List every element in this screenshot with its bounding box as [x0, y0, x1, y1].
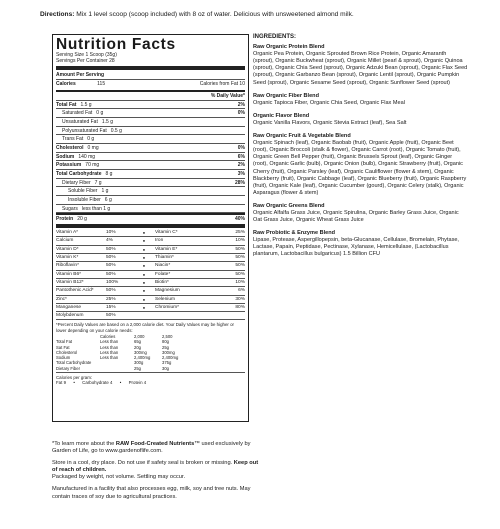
reference-cell: Less than [100, 339, 119, 345]
nutrient-amount: 6 g [104, 197, 112, 204]
blend-ingredients: Organic Spinach (leaf), Organic Baobab (fruit), Organic Apple (fruit), Organic Beet (root), Organic Broccoli (stalk & flower), Organic Carrot (root), Organic Tomato (fruit), Organic Green Bell Pepper (fruit), Organic Brussels Sprout (leaf), Organic Ginger (root), Organic Garlic (bulb), Organic Onion (bulb), Organic Strawberry (fruit), Organic Cherry (fruit), Organic Parsley (leaf), Organic Cauliflower (flower & stem), Organic Blackberry (fruit), Organic Cabbage (leaf), Organic Blueberry (fruit), Organic Raspberry (fruit), Organic Kale (leaf), Organic Cucumber (gourd), Organic Celery (stalk), Organic Asparagus (flower & stem) [253, 140, 467, 196]
nutrient-label: Dietary Fiber [62, 179, 91, 186]
vitamin-value: 10% [235, 279, 245, 285]
vitamin-row [56, 271, 245, 279]
nutrient-dv: 28% [234, 179, 245, 186]
nutrient-row [56, 135, 245, 144]
nutrient-dv: 0% [237, 144, 245, 151]
ingredients-heading: INGREDIENTS: [253, 34, 297, 40]
nutrient-label-group [56, 144, 99, 152]
molybdenum-row [56, 312, 245, 320]
vitamin-row [56, 254, 245, 262]
blend-title: Raw Organic Fiber Blend [253, 92, 319, 99]
vitamin-table [56, 229, 245, 312]
nutrient-label-group [68, 196, 112, 204]
nutrient-label-group [56, 170, 112, 178]
nutrient-row [56, 196, 245, 205]
nutrient-row [56, 153, 245, 162]
keep-away-text: Keep out of reach of children. [52, 460, 259, 474]
daily-value-footnote: *Percent Daily Values are based on a 2,000 calorie diet. Your Daily Values may be higher or lower depending on your calorie needs: [56, 322, 235, 333]
vitamin-row [56, 304, 245, 312]
reference-cell: Less than [100, 349, 119, 355]
nutrient-label-group [56, 101, 92, 109]
vitamin-name: Riboflavin* [56, 263, 79, 269]
vitamin-name: Iron [155, 238, 164, 244]
blend-ingredients: Organic Tapioca Fiber, Organic Chia Seed, Organic Flax Meal [253, 99, 405, 106]
vitamin-name: Vitamin D* [56, 246, 79, 252]
vitamin-name: Pantothenic Acid* [56, 288, 94, 294]
nutrient-label: Potassium [56, 162, 82, 169]
vitamin-name: Magnesium [155, 288, 180, 294]
nutrient-label: Saturated Fat [62, 110, 93, 117]
separator-dot: ● [142, 255, 146, 261]
separator-dot: ● [142, 304, 146, 310]
learn-bold: RAW Food-Created Nutrients [115, 441, 195, 447]
vitamin-value: 25% [106, 296, 116, 302]
reference-cell: Calories [100, 333, 116, 339]
separator-dot: ● [142, 230, 146, 236]
storage-text [52, 460, 262, 481]
nutrient-row [56, 187, 245, 196]
nutrient-label: Sodium [56, 153, 75, 160]
calories-per-gram [56, 375, 245, 385]
directions-text [40, 11, 480, 19]
vitamin-value: 6% [238, 288, 245, 294]
reference-cell: 2,400mg [162, 355, 179, 361]
nutrient-label: Total Fat [56, 101, 77, 108]
vitamin-value: 25% [235, 230, 245, 236]
separator-dot: ● [142, 263, 146, 269]
vitamin-value: 10% [235, 238, 245, 244]
reference-cell: 300g [134, 360, 144, 366]
calories-value: 115 [97, 80, 106, 87]
nutrient-label: Trans Fat [62, 136, 84, 143]
nutrient-amount: 70 mg [85, 162, 100, 169]
nutrient-dv: 2% [237, 101, 245, 108]
nutrient-dv: 0% [237, 110, 245, 117]
nutrient-amount: 0 g [96, 110, 104, 117]
vitamin-name: Folate* [155, 271, 171, 277]
blend-ingredients: Lipase, Protease, Aspergillopepsin, beta-Glucanase, Cellulase, Bromelain, Phytase, Lactase, Papain, Peptidase, Pectinase, Xylanase, Hemicellulase, (Lactobacillus plantarum, Lactobacillus bulgaricus) 1.5 Billion CFU [253, 237, 459, 258]
reference-cell: 300mg [162, 349, 175, 355]
reference-cell: 25g [134, 365, 141, 371]
vitamin-name: Manganese [56, 304, 82, 310]
nutrient-row [56, 170, 245, 179]
molybdenum-label: Molybdenum [56, 313, 84, 319]
blend-ingredients: Organic Pea Protein, Organic Sprouted Brown Rice Protein, Organic Amaranth (sprout), Organic Buckwheat (sprout), Organic Millet (pearl & sprout), Organic Quinoa (sprout), Organic Chia Seed (sprout), Organic Adzuki Bean (sprout), Organic Flax Seed (sprout), Organic Garbanzo Bean (sprout), Organic Lentil (sprout), Organic Pumpkin Seed (sprout), Organic Sesame Seed (sprout), Organic Sunflower Seed (sprout) [253, 51, 468, 86]
vitamin-value: 10% [106, 230, 116, 236]
vitamin-name: Selenium [155, 296, 175, 302]
nutrient-amount: 0.5 g [110, 127, 122, 134]
nutrient-dv: 6% [237, 153, 245, 160]
nutrient-label-group [62, 127, 122, 135]
nutrition-facts-panel [52, 34, 249, 422]
ingredient-blends [253, 44, 468, 258]
nutrient-label-group [56, 161, 99, 169]
vitamin-name: Vitamin K* [56, 255, 79, 261]
reference-cell: Less than [100, 344, 119, 350]
reference-cell: 25g [162, 344, 169, 350]
allergen-text: Manufactured in a facility that also processes egg, milk, soy and tree nuts. May contain traces of soy due to agricultural practices. [52, 486, 251, 500]
nutrient-amount: 8 g [105, 171, 113, 177]
amount-per-serving: Amount Per Serving [56, 71, 105, 78]
vitamin-value: 50% [106, 271, 116, 277]
nutrient-label-group [62, 205, 110, 213]
calories-per-gram-values: Fat 9 • Carbohydrate 4 • Protein 4 [56, 380, 147, 386]
nutrient-dv: 3% [237, 171, 245, 177]
blend-title: Raw Organic Greens Blend [253, 202, 325, 209]
directions-label: Directions: [40, 11, 75, 18]
reference-cell: Cholesterol [56, 349, 78, 355]
nutrient-rows [56, 101, 245, 214]
reference-cell: 2,500 [162, 333, 173, 339]
protein-amount: 20 g [77, 216, 87, 223]
reference-cell: 20g [134, 344, 141, 350]
packaged-text: Packaged by weight, not volume. Settling may occur. [52, 474, 186, 481]
nutrient-row [56, 205, 245, 214]
nutrient-row [56, 127, 245, 136]
nutrient-label-group [56, 153, 95, 161]
nutrient-amount: 1.5 g [80, 101, 92, 108]
vitamin-name: Vitamin C* [155, 230, 178, 236]
reference-cell [100, 366, 134, 371]
nutrient-label: Polyunsaturated Fat [62, 127, 107, 134]
vitamin-row [56, 296, 245, 304]
vitamin-row [56, 246, 245, 254]
nutrient-amount: less than 1 g [81, 205, 111, 212]
nutrient-amount: 0 mg [87, 144, 99, 151]
separator-dot: ● [142, 296, 146, 302]
vitamin-row [56, 279, 245, 287]
calories-row [56, 80, 245, 89]
vitamin-name: Biotin* [155, 279, 169, 285]
nutrient-amount: 0 g [87, 136, 95, 143]
learn-prefix: *To learn more about the [52, 441, 116, 447]
blend-title: Raw Organic Protein Blend [253, 44, 325, 51]
reference-cell: 300mg [134, 349, 147, 355]
nutrient-row [56, 161, 245, 170]
vitamin-name: Vitamin B6* [56, 271, 81, 277]
vitamin-value: 50% [235, 271, 245, 277]
nutrient-label: Total Carbohydrate [56, 171, 102, 177]
calories-label: Calories [56, 80, 76, 87]
nutrient-amount: 1.5 g [101, 118, 113, 125]
protein-label: Protein [56, 216, 74, 223]
daily-value-reference-table [56, 334, 245, 371]
protein-row [56, 215, 245, 224]
nutrient-amount: 1 g [101, 188, 109, 195]
reference-cell: Dietary Fiber [56, 365, 80, 371]
vitamin-value: 50% [235, 255, 245, 261]
vitamin-value: 30% [235, 296, 245, 302]
vitamin-value: 15% [106, 304, 116, 310]
vitamin-value: 100% [106, 279, 119, 285]
vitamin-value: 50% [235, 246, 245, 252]
blend-ingredients: Organic Vanilla Flavors, Organic Stevia Extract (leaf), Sea Salt [253, 119, 407, 126]
reference-cell: 2,000 [134, 333, 145, 339]
blend-ingredients: Organic Alfalfa Grass Juice, Organic Spirulina, Organic Barley Grass Juice, Organic Oat Grass Juice, Organic Wheat Grass Juice [253, 209, 459, 224]
daily-value-header: % Daily Value* [56, 93, 245, 101]
vitamin-row [56, 237, 245, 245]
vitamin-value: 50% [106, 246, 116, 252]
blend-title: Organic Flavor Blend [253, 112, 310, 119]
nutrient-label: Sugars [62, 205, 78, 212]
vitamin-name: Niacin* [155, 263, 171, 269]
nutrient-label: Insoluble Fiber [68, 197, 101, 204]
separator-dot: ● [142, 288, 146, 294]
reference-cell: Total Carbohydrate [56, 360, 92, 366]
store-text: Store in a cool, dry place. Do not use if safety seal is broken or missing. [52, 460, 234, 467]
blend-title: Raw Probiotic & Enzyme Blend [253, 230, 335, 237]
nutrient-label: Cholesterol [56, 144, 84, 151]
reference-cell: Total Fat [56, 339, 73, 345]
nutrient-label-group [62, 118, 113, 126]
reference-cell: 80g [162, 339, 169, 345]
nutrient-dv: 2% [237, 162, 245, 169]
calories-per-gram-label: Calories per gram: [56, 375, 93, 381]
protein-dv: 40% [234, 216, 245, 223]
nutrient-label-group [68, 187, 108, 195]
nutrient-label: Soluble Fiber [68, 188, 98, 195]
nutrient-row [56, 109, 245, 118]
nutrient-label-group [62, 135, 94, 143]
vitamin-name: Thiamin* [155, 255, 174, 261]
servings-per-container: Servings Per Container 28 [56, 57, 115, 64]
reference-cell: Sat Fat [56, 344, 70, 350]
vitamin-value: 50% [235, 263, 245, 269]
vitamin-row [56, 262, 245, 270]
nutrient-label: Unsaturated Fat [62, 118, 98, 125]
vitamin-name: Vitamin B12* [56, 279, 84, 285]
vitamin-name: Calcium [56, 238, 74, 244]
reference-cell: 30g [162, 365, 169, 371]
blend-title: Raw Organic Fruit & Vegetable Blend [253, 133, 351, 140]
vitamin-value: 4% [106, 238, 113, 244]
vitamin-name: Vitamin A* [56, 230, 79, 236]
serving-size: Serving Size 1 Scoop (35g) [56, 52, 117, 58]
directions-body: Mix 1 level scoop (scoop included) with 8 oz of water. Delicious with unsweetened almond milk. [76, 11, 354, 18]
vitamin-name: Chromium* [155, 304, 179, 310]
reference-cell: Less than [100, 355, 119, 361]
nutrition-facts-title: Nutrition Facts [56, 36, 176, 53]
reference-cell: 2,400mg [134, 355, 151, 361]
nutrient-row [56, 101, 245, 110]
learn-suffix: ™ used exclusively by Garden of Life, go to www.gardenoflife.com. [52, 441, 251, 455]
reference-cell: 375g [162, 360, 172, 366]
vitamin-row [56, 229, 245, 237]
vitamin-value: 50% [106, 255, 116, 261]
nutrient-row [56, 118, 245, 127]
nutrient-label-group [62, 179, 102, 187]
vitamin-value: 80% [235, 304, 245, 310]
vitamin-name: Vitamin E* [155, 246, 178, 252]
separator-dot: ● [142, 238, 146, 244]
vitamin-value: 50% [106, 288, 116, 294]
separator-dot: ● [142, 246, 146, 252]
separator-dot: ● [142, 279, 146, 285]
ingredients-column [253, 34, 468, 259]
molybdenum-value: 50% [106, 313, 116, 319]
nutrient-amount: 7 g [94, 179, 102, 186]
nutrient-row [56, 144, 245, 153]
learn-more-text [52, 441, 262, 455]
calories-from-fat: Calories from Fat 10 [199, 80, 245, 87]
nutrient-amount: 140 mg [78, 153, 96, 160]
vitamin-row [56, 287, 245, 295]
package-notes [52, 441, 262, 506]
vitamin-name: Zinc* [56, 296, 67, 302]
vitamin-value: 50% [106, 263, 116, 269]
nutrient-row [56, 179, 245, 188]
nutrient-label-group [62, 109, 103, 117]
reference-cell: 65g [134, 339, 141, 345]
separator-dot: ● [142, 271, 146, 277]
reference-cell: Sodium [56, 355, 71, 361]
